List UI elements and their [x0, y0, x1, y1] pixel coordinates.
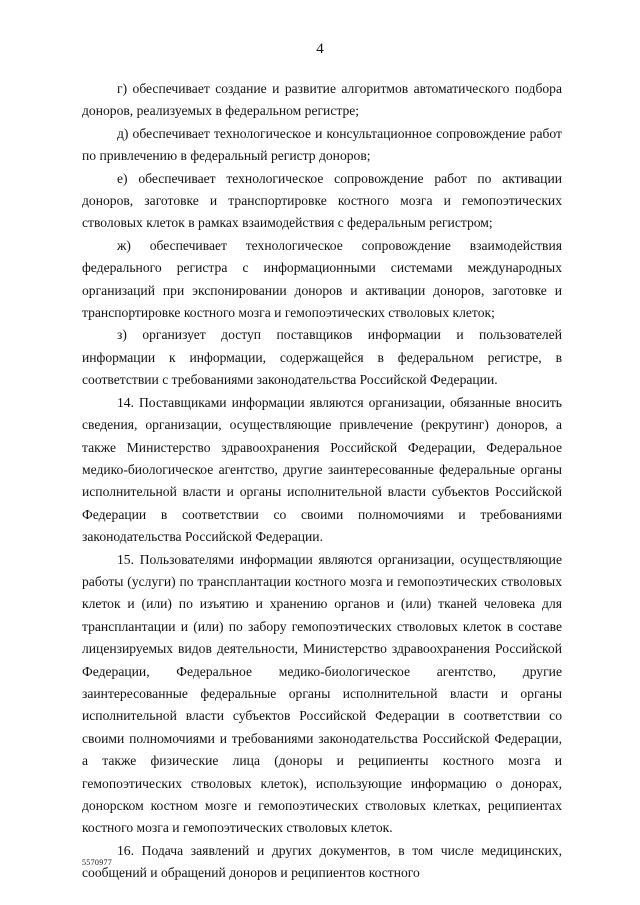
paragraph-zh: ж) обеспечивает технологическое сопровождение взаимодействия федерального регистра с информационными системами международных организаций при экспонировании доноров и активации доноров, заготовке и транспортировке костного мозга и гемопоэтических стволовых клеток;: [82, 237, 562, 321]
page-number: 4: [316, 41, 324, 57]
paragraph-14: 14. Поставщиками информации являются организации, обязанные вносить сведения, организации, осуществляющие привлечение (рекрутинг) доноров, а также Министерство здравоохранения Российской Федерации, Федеральное медико-биологическое агентство, другие заинтересованные федеральные органы исполнительной власти и органы исполнительной власти субъектов Российской Федерации в соответствии со своими полномочиями и требованиями законодательства Российской Федерации.: [82, 394, 562, 545]
paragraph-d: д) обеспечивает технологическое и консультационное сопровождение работ по привлечению в федеральный регистр доноров;: [82, 125, 562, 164]
document-id: 5570977: [82, 858, 113, 867]
paragraph-16: 16. Подача заявлений и других документов, в том числе медицинских, сообщений и обращений доноров и реципиентов костного: [82, 842, 562, 881]
paragraph-15: 15. Пользователями информации являются организации, осуществляющие работы (услуги) по трансплантации костного мозга и гемопоэтических стволовых клеток и (или) по изъятию и хранению органов и (или) тканей человека для трансплантации и (или) по забору гемопоэтических стволовых клеток в составе лицензируемых видов деятельности, Министерство здравоохранения Российской Федерации, Федеральное медико-биологическое агентство, другие заинтересованные федеральные органы исполнительной власти и органы исполнительной власти субъектов Российской Федерации в соответствии со своими полномочиями и требованиями законодательства Российской Федерации, а также физические лица (доноры и реципиенты костного мозга и гемопоэтических стволовых клеток), использующие информацию о донорах, донорском костном мозге и гемопоэтических стволовых клетках, реципиентах костного мозга и гемопоэтических стволовых клеток.: [82, 551, 562, 836]
paragraph-g: г) обеспечивает создание и развитие алгоритмов автоматического подбора доноров, реализуемых в федеральном регистре;: [82, 81, 562, 119]
paragraph-z: з) организует доступ поставщиков информации и пользователей информации к информации, содержащейся в федеральном регистре, в соответствии с требованиями законодательства Российской Федерации.: [82, 327, 562, 388]
document-body: [82, 78, 562, 885]
paragraph-e: е) обеспечивает технологическое сопровождение работ по активации доноров, заготовке и транспортировке костного мозга и гемопоэтических стволовых клеток в рамках взаимодействия с федеральным регистром;: [82, 170, 562, 231]
